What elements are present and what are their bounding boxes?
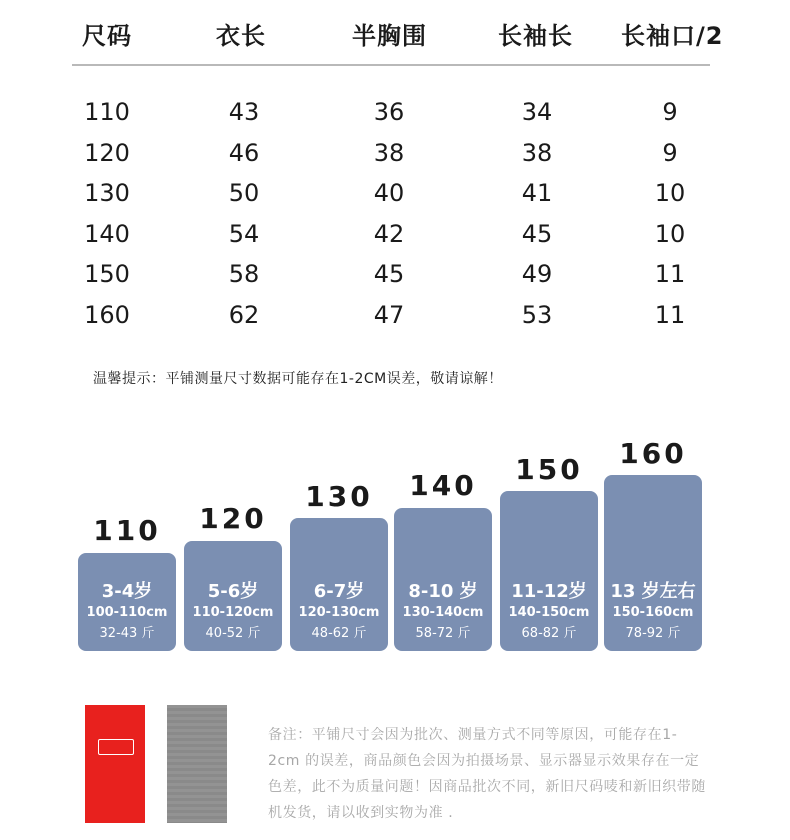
red-size-tag	[85, 705, 145, 823]
size-bar	[500, 491, 598, 651]
table-cell: 10	[654, 220, 686, 248]
size-bar	[184, 541, 282, 651]
bar-age: 11-12岁	[511, 581, 587, 602]
size-bar	[78, 553, 176, 651]
header-length: 衣长	[216, 22, 266, 50]
table-cell: 10	[654, 179, 686, 207]
table-cell: 140	[84, 220, 130, 248]
header-divider	[72, 64, 710, 66]
header-size: 尺码	[82, 22, 132, 50]
header-half-chest: 半胸围	[352, 22, 427, 50]
bar-weight: 68-82 斤	[521, 626, 577, 641]
header-sleeve-length: 长袖长	[498, 22, 573, 50]
bar-age: 5-6岁	[207, 581, 259, 602]
bar-size-label: 150	[515, 453, 583, 486]
size-bar	[290, 518, 388, 651]
table-cell: 42	[373, 220, 405, 248]
bar-age: 6-7岁	[313, 581, 365, 602]
table-cell: 41	[521, 179, 553, 207]
bar-weight: 40-52 斤	[205, 626, 261, 641]
table-cell: 54	[228, 220, 260, 248]
bar-size-label: 160	[619, 437, 687, 470]
table-cell: 11	[654, 301, 686, 329]
table-cell: 11	[654, 260, 686, 288]
table-cell: 9	[662, 139, 678, 167]
bar-weight: 58-72 斤	[415, 626, 471, 641]
table-cell: 46	[228, 139, 260, 167]
table-cell: 49	[521, 260, 553, 288]
bar-age: 13 岁左右	[610, 581, 696, 602]
bar-height: 140-150cm	[508, 605, 590, 620]
measurement-tip: 温馨提示：平铺测量尺寸数据可能存在1-2CM误差，敬请谅解！	[93, 371, 503, 387]
bar-size-label: 130	[305, 480, 373, 513]
table-cell: 38	[373, 139, 405, 167]
bar-age: 8-10 岁	[408, 581, 478, 602]
bar-size-label: 110	[93, 514, 161, 547]
bar-height: 130-140cm	[402, 605, 484, 620]
table-cell: 40	[373, 179, 405, 207]
size-bar	[394, 508, 492, 651]
table-cell: 50	[228, 179, 260, 207]
header-cuff: 长袖口/2	[621, 22, 724, 50]
bar-weight: 78-92 斤	[625, 626, 681, 641]
table-cell: 45	[373, 260, 405, 288]
table-cell: 43	[228, 98, 260, 126]
table-cell: 38	[521, 139, 553, 167]
kids-logo-icon	[98, 739, 134, 755]
table-cell: 58	[228, 260, 260, 288]
bar-weight: 48-62 斤	[311, 626, 367, 641]
table-cell: 62	[228, 301, 260, 329]
table-cell: 36	[373, 98, 405, 126]
table-cell: 150	[84, 260, 130, 288]
table-cell: 53	[521, 301, 553, 329]
bar-size-label: 140	[409, 469, 477, 502]
size-bar	[604, 475, 702, 651]
bar-height: 150-160cm	[612, 605, 694, 620]
bar-age: 3-4岁	[101, 581, 153, 602]
bar-height: 120-130cm	[298, 605, 380, 620]
woven-texture	[167, 705, 227, 823]
table-cell: 120	[84, 139, 130, 167]
table-cell: 130	[84, 179, 130, 207]
gray-woven-tag	[167, 705, 227, 823]
table-cell: 34	[521, 98, 553, 126]
table-cell: 160	[84, 301, 130, 329]
table-cell: 110	[84, 98, 130, 126]
bar-size-label: 120	[199, 502, 267, 535]
bar-weight: 32-43 斤	[99, 626, 155, 641]
table-cell: 47	[373, 301, 405, 329]
table-cell: 9	[662, 98, 678, 126]
bar-height: 100-110cm	[86, 605, 168, 620]
remark-note: 备注：平铺尺寸会因为批次、测量方式不同等原因，可能存在1-2cm 的误差，商品颜色会因为拍摄场景、显示器显示效果存在一定色差，此不为质量问题！因商品批次不同，新旧尺码唛和新旧织带随机发货，请以收到实物为准 .	[268, 727, 706, 821]
bar-height: 110-120cm	[192, 605, 274, 620]
table-cell: 45	[521, 220, 553, 248]
